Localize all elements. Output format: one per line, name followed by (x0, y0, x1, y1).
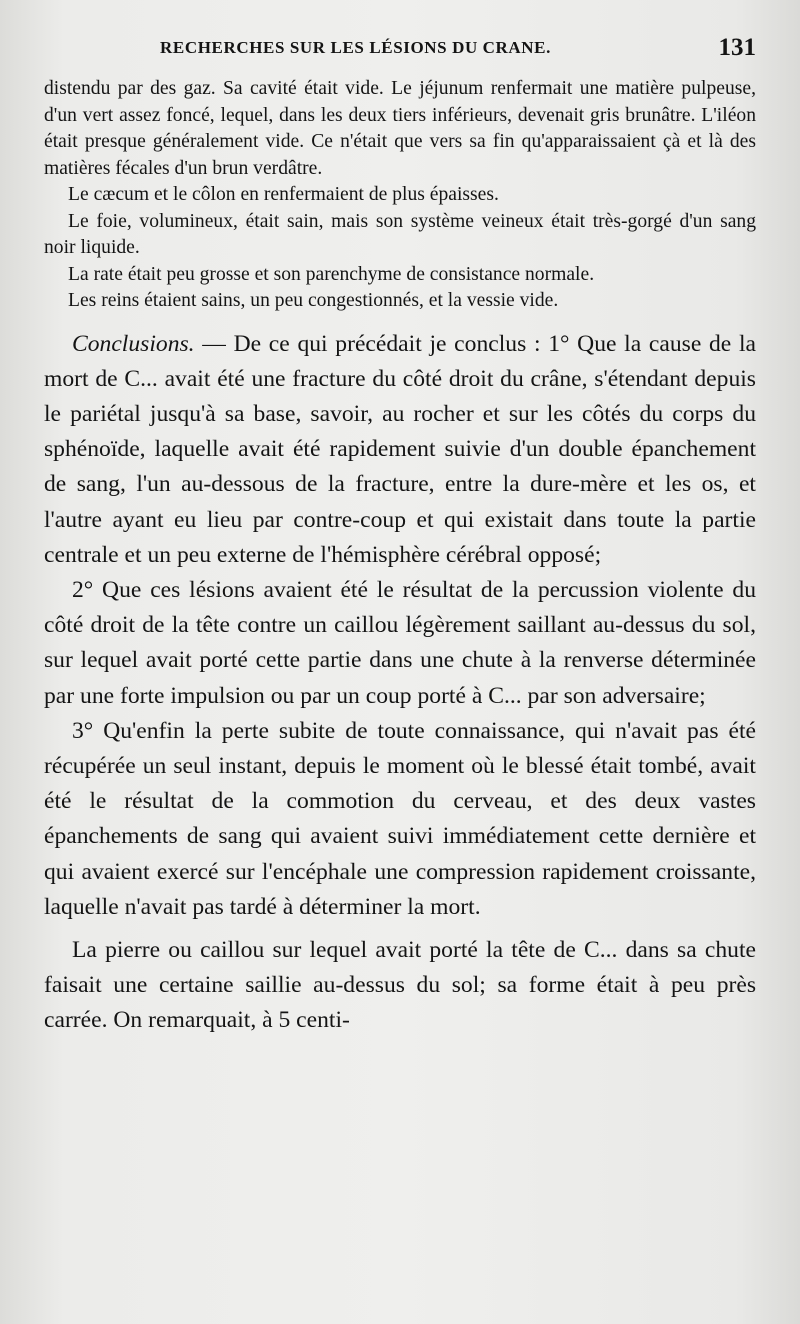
conclusion-third: 3° Qu'enfin la perte subite de toute connaissance, qui n'avait pas été récupérée un seul instant, depuis le moment où le blessé était tombé, avait été le résultat de la commotion du cerveau, et des deux vastes épanchements de sang qui avaient suivi immédiatement cette dernière et qui avaient exercé sur l'encéphale une compression rapidement croissante, laquelle n'avait pas tardé à déterminer la mort. (44, 717, 756, 920)
paragraph-stone: La pierre ou caillou sur lequel avait porté la tête de C... dans sa chute faisait une certaine saillie au-dessus du sol; sa forme était à peu près carrée. On remarquait, à 5 centi- (44, 936, 756, 1034)
running-title: RECHERCHES SUR LES LÉSIONS DU CRANE. (160, 38, 551, 57)
page-body (44, 76, 756, 1039)
page-header (160, 34, 756, 64)
conclusion-first-text: — De ce qui précédait je conclus : 1° Que la cause de la mort de C... avait été une fracture du côté droit du crâne, s'étendant depuis le pariétal jusqu'à sa base, savoir, au rocher et sur les côtés du corps du sphénoïde, laquelle avait été rapidement suivie d'un double épanchement de sang, l'un au-dessous de la fracture, entre la dure-mère et les os, et l'autre ayant eu lieu par contre-coup et qui existait dans toute la partie centrale et un peu externe de l'hémisphère cérébral opposé; (44, 330, 756, 568)
paragraph-caecum: Le cæcum et le côlon en renfermaient de plus épaisses. (68, 184, 499, 205)
conclusions-section (44, 327, 756, 1039)
conclusions-label: Conclusions. (72, 330, 195, 357)
paragraph-spleen: La rate était peu grosse et son parenchyme de consistance normale. (68, 263, 595, 285)
autopsy-notes (44, 76, 756, 315)
paragraph-kidneys: Les reins étaient sains, un peu congestionnés, et la vessie vide. (68, 290, 559, 311)
conclusion-first (44, 327, 756, 573)
paragraph-liver: Le foie, volumineux, était sain, mais son système veineux était très-gorgé d'un sang noir liquide. (44, 210, 756, 258)
page-number: 131 (718, 34, 756, 61)
conclusion-second: 2° Que ces lésions avaient été le résultat de la percussion violente du côté droit de la tête contre un caillou légèrement saillant au-dessus du sol, sur lequel avait porté cette partie dans une chute à la renverse déterminée par une forte impulsion ou par un coup porté à C... par son adversaire; (44, 576, 756, 709)
paragraph-intestines: distendu par des gaz. Sa cavité était vide. Le jéjunum renfermait une matière pulpeuse, d'un vert assez foncé, lequel, dans les deux tiers inférieurs, devenait gris brunâtre. L'iléon était presque généralement vide. Ce n'était que vers sa fin qu'apparaissaient çà et là des matières fécales d'un brun verdâtre. (44, 78, 756, 179)
